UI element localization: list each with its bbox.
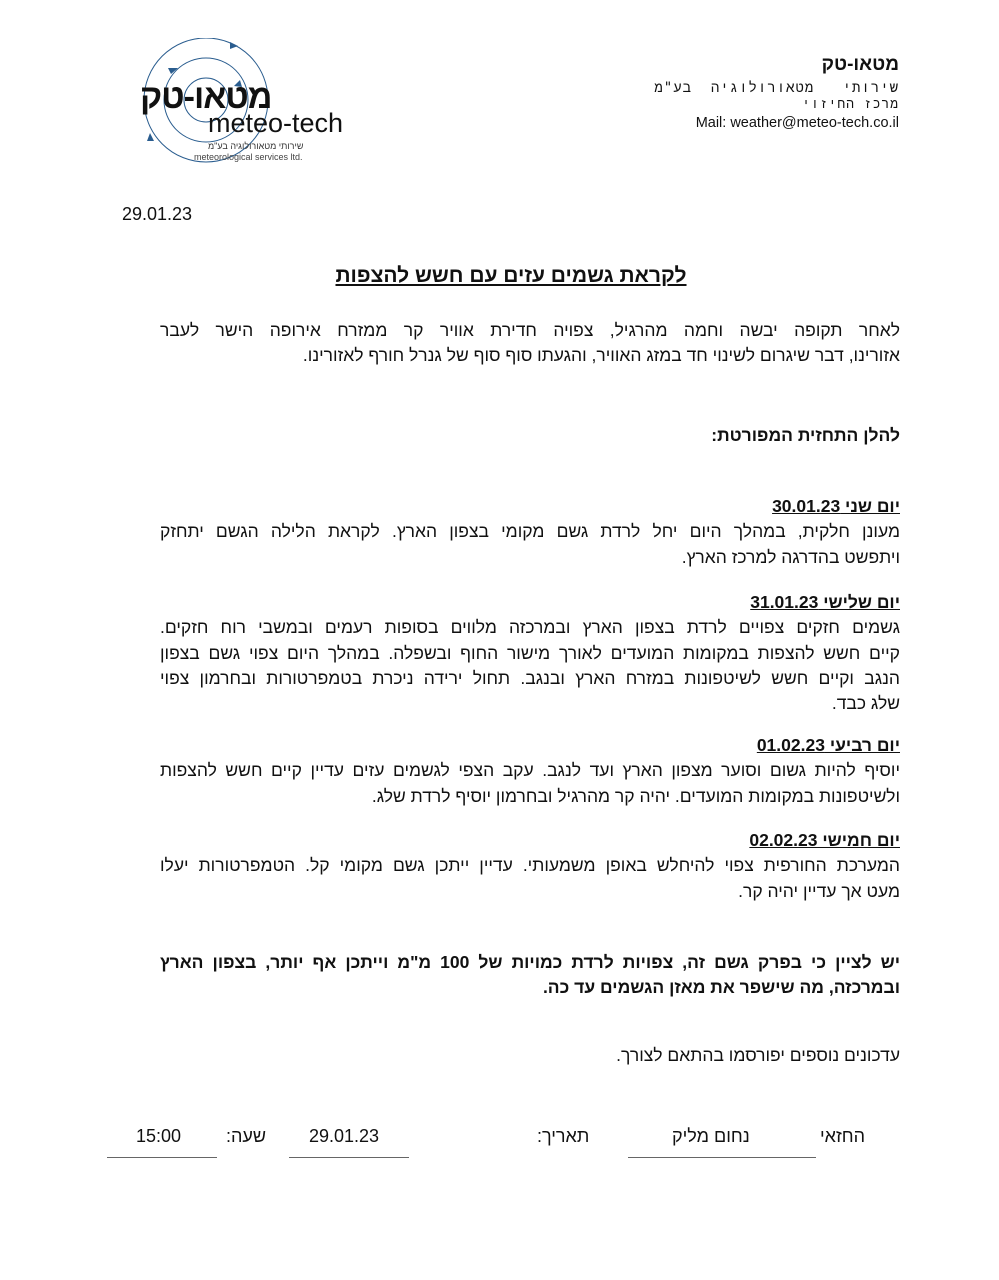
header-subtitle: שירותי מטאורולוגיה בע"מ (654, 80, 899, 96)
day-heading: יום שלישי 31.01.23 (750, 592, 900, 612)
forecaster-signature-line (628, 1157, 816, 1158)
day-heading: יום חמישי 02.02.23 (749, 830, 900, 850)
rainfall-note (160, 950, 900, 1001)
day-line: מעט אך עדיין יהיה קר. (738, 880, 900, 901)
day-forecast-monday (160, 494, 900, 570)
updates-text: עדכונים נוספים יפורסמו בהתאם לצורך. (616, 1045, 900, 1065)
day-forecast-thursday (160, 828, 900, 904)
day-line: מעונן חלקית, במהלך היום יחל לרדת גשם מקומי בצפון הארץ. לקראת הלילה הגשם יתחזק (160, 521, 900, 542)
header-company-name: מטאו-טק (821, 54, 899, 75)
header-department: מרכז החיזוי (802, 97, 899, 112)
document-date: 29.01.23 (122, 204, 193, 224)
note-line: יש לציין כי בפרק גשם זה, צפויות לרדת כמויות של 100 מ"מ וייתכן אף יותר, בצפון הארץ (160, 952, 900, 972)
day-line: הנגב וקיים חשש לשיטפונות במזרח הארץ ובנגב. תחול ירידה ניכרת בטמפרטורות ובחרמון צפוי (160, 667, 900, 688)
day-line: גשמים חזקים צפויים לרדת בצפון הארץ ובמרכזה מלווים בסופות רעמים ובמשבי רוח חזקים. (160, 617, 900, 638)
day-forecast-tuesday (160, 590, 900, 716)
forecaster-label: החזאי (820, 1126, 866, 1146)
time-line (107, 1157, 217, 1158)
time-label: שעה: (226, 1126, 267, 1146)
day-line: ויתפשט בהדרגה למרכז הארץ. (681, 546, 900, 567)
intro-paragraph (160, 318, 900, 369)
day-line: המערכת החורפית צפוי להיחלש באופן משמעותי. עדיין ייתכן גשם מקומי קל. הטמפרטורות יעלו (160, 855, 900, 876)
signature-date-value: 29.01.23 (309, 1126, 380, 1146)
day-line: יוסיף להיות גשום וסוער מצפון הארץ ועד לנגב. עקב הצפי לגשמים עזים עדיין קיים חשש להצפות (160, 760, 900, 781)
logo-hebrew: מטאו-טק (140, 78, 272, 116)
intro-line: לאחר תקופה יבשה וחמה מהרגיל, צפויה חדירת אוויר קר ממזרח אירופה הישר לעבר (160, 320, 900, 340)
day-line: קיים חשש להצפות במקומות המועדים לאורך מישור החוף ובשפלה. במהלך היום צפוי גשם בצפון (160, 642, 900, 663)
logo-tag-hebrew: שירותי מטאורולוגיה בע"מ (208, 141, 304, 151)
intro-line: אזורינו, דבר שיגרום לשינוי חד במזג האוויר, והגעתו סוף סוף של גנרל חורף לאזורינו. (302, 345, 900, 366)
header-mail: Mail: weather@meteo-tech.co.il (695, 115, 899, 131)
logo-tag-english: meteorological services ltd. (194, 152, 303, 162)
logo-english: meteo-tech (208, 108, 344, 138)
day-forecast-wednesday (160, 733, 900, 809)
signature-time-value: 15:00 (136, 1126, 182, 1146)
date-label: תאריך: (537, 1126, 590, 1146)
day-heading: יום רביעי 01.02.23 (756, 735, 900, 755)
forecast-subheading: להלן התחזית המפורטת: (711, 425, 900, 445)
day-heading: יום שני 30.01.23 (772, 496, 900, 516)
note-line: ובמרכזה, מה שישפר את מאזן הגשמים עד כה. (542, 977, 900, 998)
company-logo (138, 38, 383, 168)
date-line (289, 1157, 409, 1158)
day-line: שלג כבד. (831, 693, 900, 714)
day-line: ולשיטפונות במקומות המועדים. יהיה קר מהרגיל ובחרמון יוסיף לרדת שלג. (371, 785, 900, 806)
forecaster-name: נחום מליק (672, 1126, 750, 1146)
document-title: לקראת גשמים עזים עם חשש להצפות (335, 264, 687, 287)
